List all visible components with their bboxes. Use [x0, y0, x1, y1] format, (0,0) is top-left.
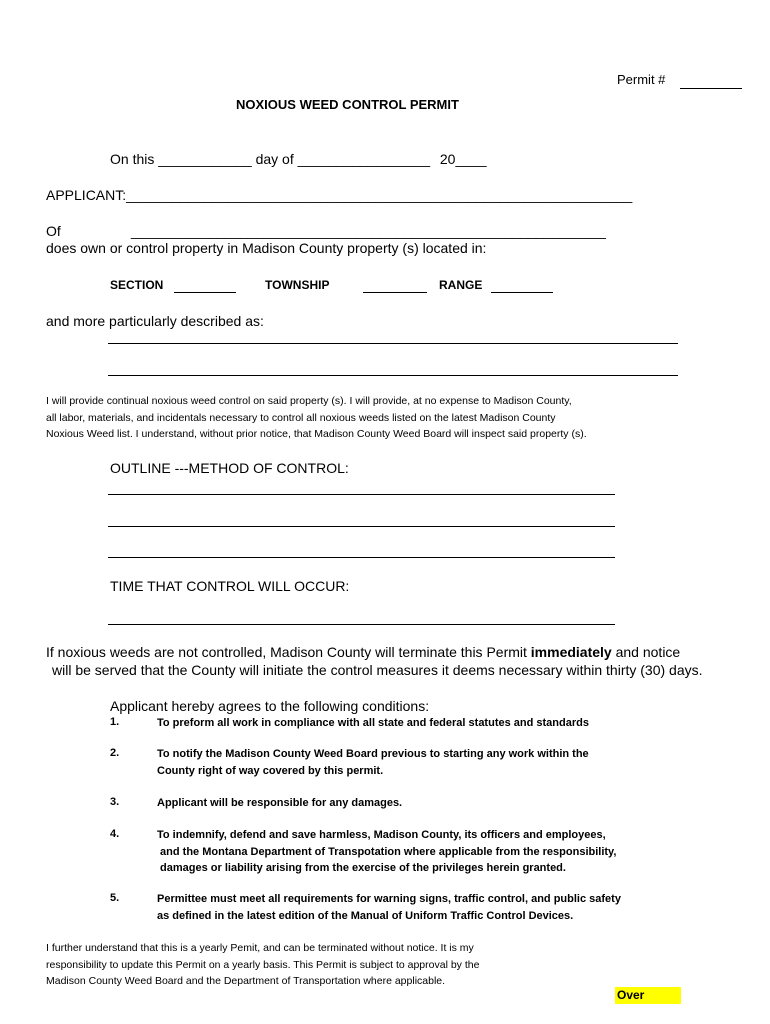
condition-line: County right of way covered by this permit. [157, 764, 384, 777]
condition-line: Permittee must meet all requirements for warning signs, traffic control, and public safety [157, 893, 621, 905]
permit-number-label: Permit # [617, 72, 666, 87]
closing-line: responsibility to update this Permit on a yearly basis. This Permit is subject to approval by the [46, 958, 480, 971]
agreement-line: Noxious Weed list. I understand, without prior notice, that Madison County Weed Board will inspect said property (s). [46, 428, 587, 440]
time-label: TIME THAT CONTROL WILL OCCUR: [110, 578, 350, 594]
year-blank[interactable]: 20____ [439, 151, 487, 167]
of-label: Of [46, 223, 61, 239]
condition-2-text [157, 746, 589, 779]
termination-text-after: and notice [611, 644, 681, 660]
description-line-1[interactable] [108, 343, 678, 344]
termination-text: If noxious weeds are not controlled, Madison County will terminate this Permit [46, 644, 531, 660]
method-line-2[interactable] [108, 526, 615, 527]
on-this-text: On this [110, 151, 155, 167]
condition-1-number: 1. [110, 716, 120, 728]
condition-5-text [157, 891, 621, 924]
closing-line: I further understand that this is a yearly Pemit, and can be terminated without notice. It is my [46, 942, 474, 954]
applicant-blank[interactable]: _________________________________________________________________ [126, 187, 633, 203]
conditions-intro: Applicant hereby agrees to the following conditions: [110, 698, 430, 714]
condition-3-text [157, 795, 402, 812]
applicant-line [46, 187, 632, 203]
township-field[interactable] [363, 292, 427, 293]
property-statement: does own or control property in Madison County property (s) located in: [46, 240, 487, 256]
agreement-line: all labor, materials, and incidentals necessary to control all noxious weeds listed on the latest Madison County [46, 411, 556, 424]
condition-5-number: 5. [110, 892, 120, 904]
condition-3-number: 3. [110, 796, 120, 808]
month-blank[interactable]: _________________ [297, 151, 430, 167]
method-label: OUTLINE ---METHOD OF CONTROL: [110, 460, 349, 476]
condition-line: To notify the Madison County Weed Board previous to starting any work within the [157, 748, 589, 760]
termination-line-2: will be served that the County will initiate the control measures it deems necessary within thirty (30) days. [52, 662, 703, 678]
section-field[interactable] [174, 292, 236, 293]
method-line-1[interactable] [108, 494, 615, 495]
termination-emphasis: immediately [530, 644, 612, 660]
method-line-3[interactable] [108, 557, 615, 558]
closing-paragraph [46, 940, 479, 990]
condition-line: Applicant will be responsible for any damages. [157, 797, 403, 809]
permit-number-field[interactable] [680, 88, 742, 89]
description-line-2[interactable] [108, 375, 678, 376]
range-label: RANGE [439, 278, 483, 292]
condition-line: as defined in the latest edition of the Manual of Uniform Traffic Control Devices. [157, 909, 574, 922]
description-label: and more particularly described as: [46, 313, 264, 329]
condition-line: To indemnify, defend and save harmless, Madison County, its officers and employees, [157, 829, 606, 841]
over-label: Over [615, 987, 681, 1004]
closing-line: Madison County Weed Board and the Department of Transportation where applicable. [46, 975, 446, 987]
condition-2-number: 2. [110, 747, 120, 759]
condition-line: damages or liability arising from the exercise of the privileges herein granted. [157, 862, 566, 874]
time-line[interactable] [108, 624, 615, 625]
township-label: TOWNSHIP [265, 278, 330, 292]
condition-line: and the Montana Department of Transpotation where applicable from the responsibility, [157, 845, 617, 858]
date-line [110, 151, 487, 167]
day-of-text: day of [255, 151, 294, 167]
applicant-label: APPLICANT: [46, 187, 127, 203]
termination-line-1 [46, 644, 680, 660]
section-label: SECTION [110, 278, 164, 292]
agreement-line: I will provide continual noxious weed control on said property (s). I will provide, at no expense to Madison County, [46, 395, 572, 407]
agreement-paragraph [46, 393, 587, 443]
range-field[interactable] [491, 292, 553, 293]
page-title: NOXIOUS WEED CONTROL PERMIT [236, 97, 459, 112]
condition-4-text [157, 827, 616, 877]
condition-4-number: 4. [110, 828, 120, 840]
condition-1-text [157, 715, 589, 732]
of-blank[interactable]: _____________________________________________________________ [131, 223, 606, 239]
day-blank[interactable]: ____________ [158, 151, 252, 167]
condition-line: To preform all work in compliance with all state and federal statutes and standards [157, 717, 589, 729]
